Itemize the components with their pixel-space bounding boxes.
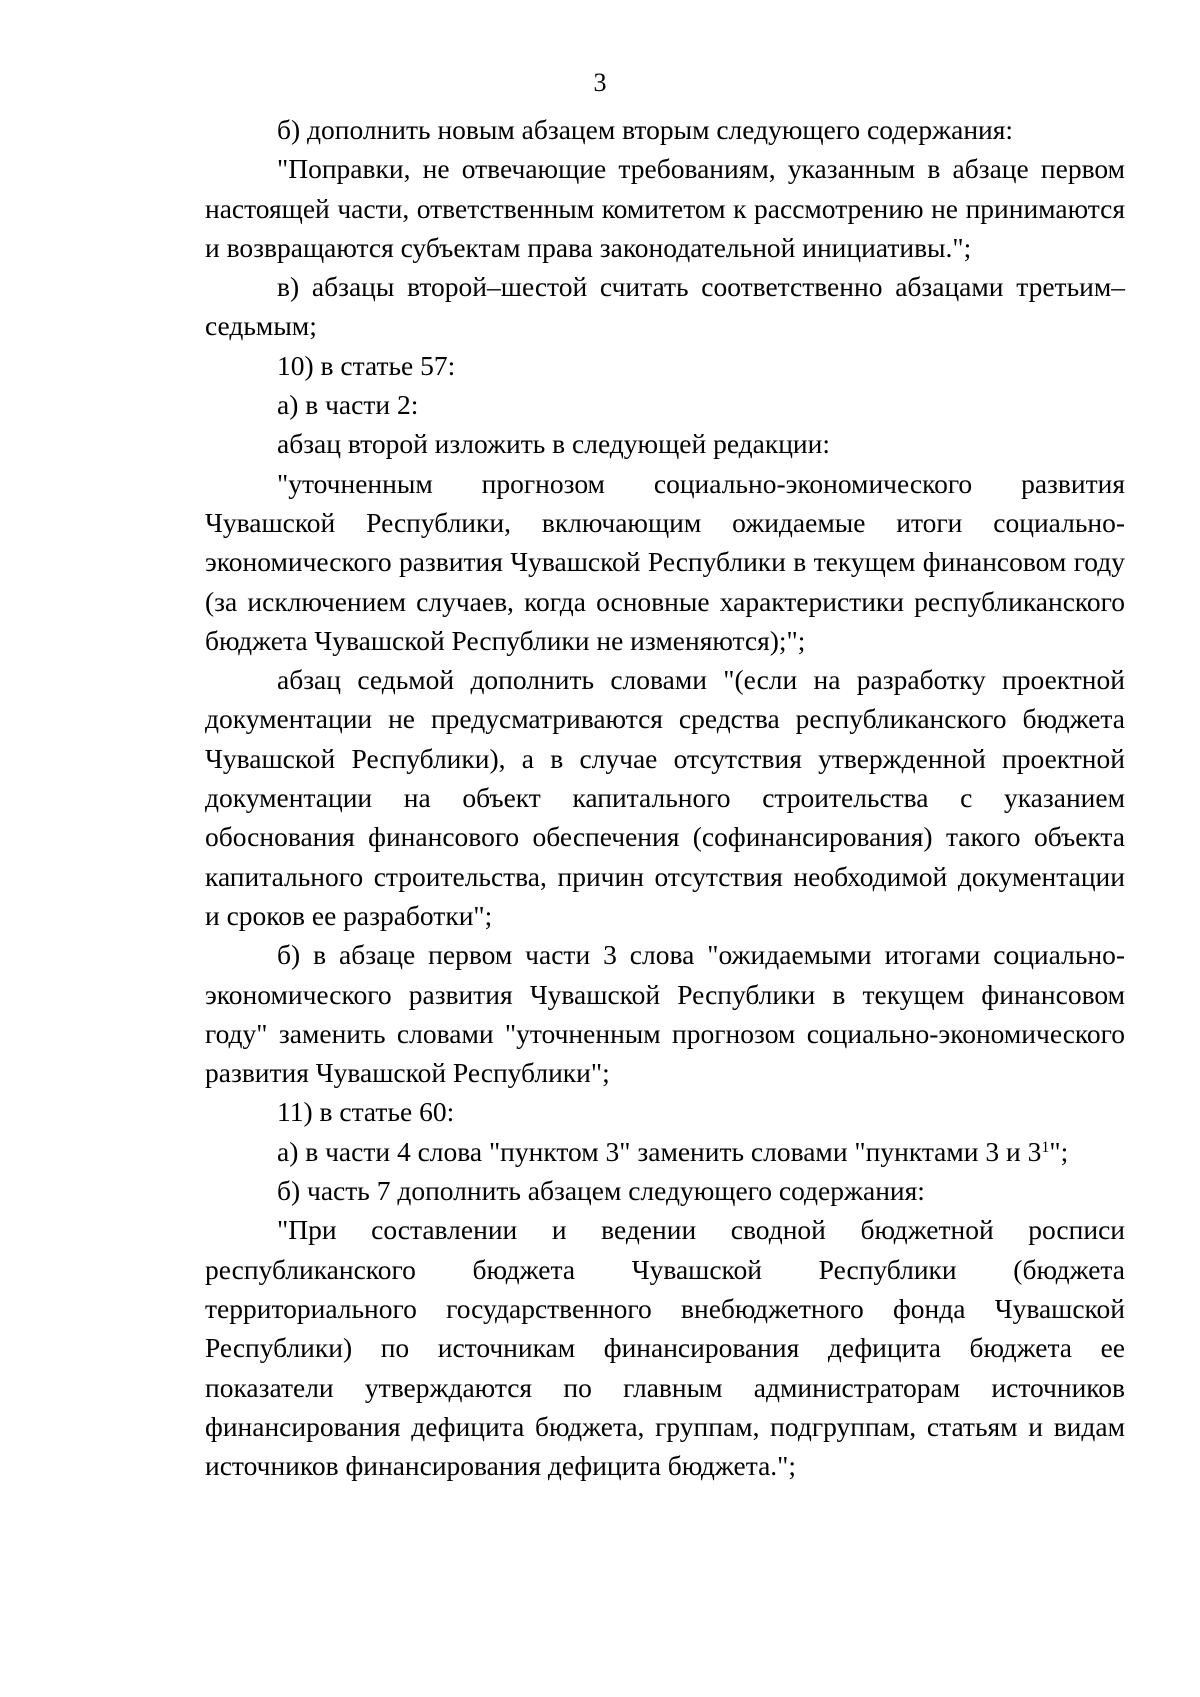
paragraph-amendments-quote: "Поправки, не отвечающие требованиям, указанным в абзаце первом настоящей части, ответственным комитетом к рассмотрению не принимаются и возвращаются субъектам права законодательной инициативы."; — [205, 153, 1125, 263]
paragraph-b-add-second: б) дополнить новым абзацем вторым следующего содержания: — [277, 114, 1014, 145]
document-body — [205, 110, 1125, 1485]
paragraph-budget-quote: "При составлении и ведении сводной бюджетной росписи республиканского бюджета Чувашской Республики (бюджета территориального государственного внебюджетного фонда Чувашской Республики) по источникам финансирования дефицита бюджета ее показатели утверждаются по главным администраторам источников финансирования дефицита бюджета, группам, подгруппам, статьям и видам источников финансирования дефицита бюджета."; — [205, 1214, 1125, 1482]
paragraph-a-part-4-text: а) в части 4 слова "пунктом 3" заменить словами "пунктами 3 и 3 — [277, 1135, 1042, 1167]
paragraph-seventh-add: абзац седьмой дополнить словами "(если на разработку проектной документации не предусматриваются средства республиканского бюджета Чувашской Республики), а в случае отсутствия утвержденной проектной документации на объект капитального строительства с указанием обоснования финансового обеспечения (софинансирования) такого объекта капитального строительства, причин отсутствия необходимой документации и сроков ее разработки"; — [205, 664, 1125, 931]
paragraph-v-renumber: в) абзацы второй–шестой считать соответственно абзацами третьим–седьмым; — [205, 271, 1125, 342]
paragraph-b-part-3: б) в абзаце первом части 3 слова "ожидаемыми итогами социально-экономического развития Чувашской Республики в текущем финансовом году" заменить словами "уточненным прогнозом социально-экономического развития Чувашской Республики"; — [205, 939, 1125, 1089]
page-number: 3 — [593, 68, 607, 97]
paragraph-second-edit: абзац второй изложить в следующей редакции: — [277, 428, 831, 460]
paragraph-forecast-quote: "уточненным прогнозом социально-экономического развития Чувашской Республики, включающим ожидаемые итоги социально-экономического развития Чувашской Республики в текущем финансовом году (за исключением случаев, когда основные характеристики республиканского бюджета Чувашской Республики не изменяются);"; — [205, 467, 1125, 656]
paragraph-a-part-4-tail: "; — [1049, 1135, 1069, 1167]
paragraph-item-10: 10) в статье 57: — [277, 349, 456, 381]
paragraph-item-11: 11) в статье 60: — [277, 1096, 455, 1128]
paragraph-a-part-2: а) в части 2: — [277, 389, 419, 421]
superscript-1: 1 — [1041, 1138, 1050, 1156]
paragraph-b-part-7: б) часть 7 дополнить абзацем следующего содержания: — [277, 1175, 925, 1207]
paragraph-a-part-4 — [205, 1132, 1125, 1171]
